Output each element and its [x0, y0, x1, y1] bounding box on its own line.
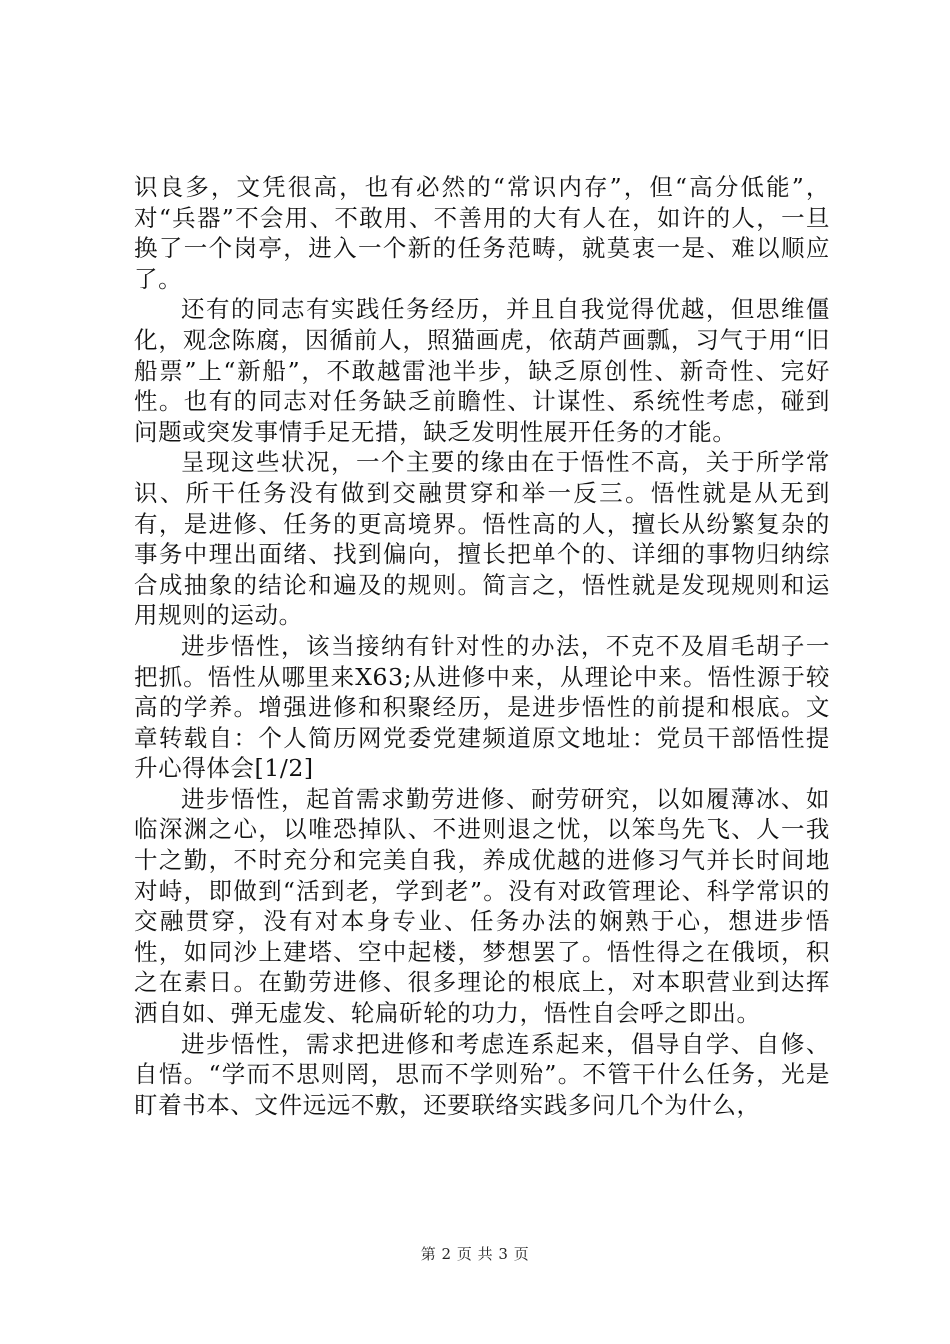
document-body — [134, 172, 830, 1120]
paragraph-6: 进步悟性，需求把进修和考虑连系起来，倡导自学、自修、自悟。“学而不思则罔，思而不学则殆”。不管干什么任务，光是盯着书本、文件远远不敷，还要联络实践多问几个为什么， — [134, 1029, 830, 1119]
paragraph-3: 呈现这些状况，一个主要的缘由在于悟性不高，关于所学常识、所干任务没有做到交融贯穿和举一反三。悟性就是从无到有，是进修、任务的更高境界。悟性高的人，擅长从纷繁复杂的事务中理出面绪、找到偏向，擅长把单个的、详细的事物归纳综合成抽象的结论和遍及的规则。简言之，悟性就是发现规则和运用规则的运动。 — [134, 448, 830, 630]
paragraph-2: 还有的同志有实践任务经历，并且自我觉得优越，但思维僵化，观念陈腐，因循前人，照猫画虎，依葫芦画瓢，习气于用“旧船票”上“新船”，不敢越雷池半步，缺乏原创性、新奇性、完好性。也有的同志对任务缺乏前瞻性、计谋性、系统性考虑，碰到问题或突发事情手足无措，缺乏发明性展开任务的才能。 — [134, 295, 830, 446]
paragraph-5: 进步悟性，起首需求勤劳进修、耐劳研究，以如履薄冰、如临深渊之心，以唯恐掉队、不进则退之忧，以笨鸟先飞、人一我十之勤，不时充分和完美自我，养成优越的进修习气并长时间地对峙，即做到“活到老，学到老”。没有对政管理论、科学常识的交融贯穿，没有对本身专业、任务办法的娴熟于心，想进步悟性，如同沙上建塔、空中起楼，梦想罢了。悟性得之在俄顷，积之在素日。在勤劳进修、很多理论的根底上，对本职营业到达挥洒自如、弹无虚发、轮扁斫轮的功力，悟性自会呼之即出。 — [134, 784, 830, 1028]
paragraph-4: 进步悟性，该当接纳有针对性的办法，不克不及眉毛胡子一把抓。悟性从哪里来X63;从进修中来，从理论中来。悟性源于较高的学养。增强进修和积聚经历，是进步悟性的前提和根底。文章转载自：个人简历网党委党建频道原文地址：党员干部悟性提升心得体会[1/2] — [134, 631, 830, 783]
page-number-footer: 第 2 页 共 3 页 — [420, 1245, 530, 1263]
paragraph-1: 识良多，文凭很高，也有必然的“常识内存”，但“高分低能”，对“兵器”不会用、不敢用、不善用的大有人在，如许的人，一旦换了一个岗亭，进入一个新的任务范畴，就莫衷一是、难以顺应了。 — [134, 173, 830, 293]
